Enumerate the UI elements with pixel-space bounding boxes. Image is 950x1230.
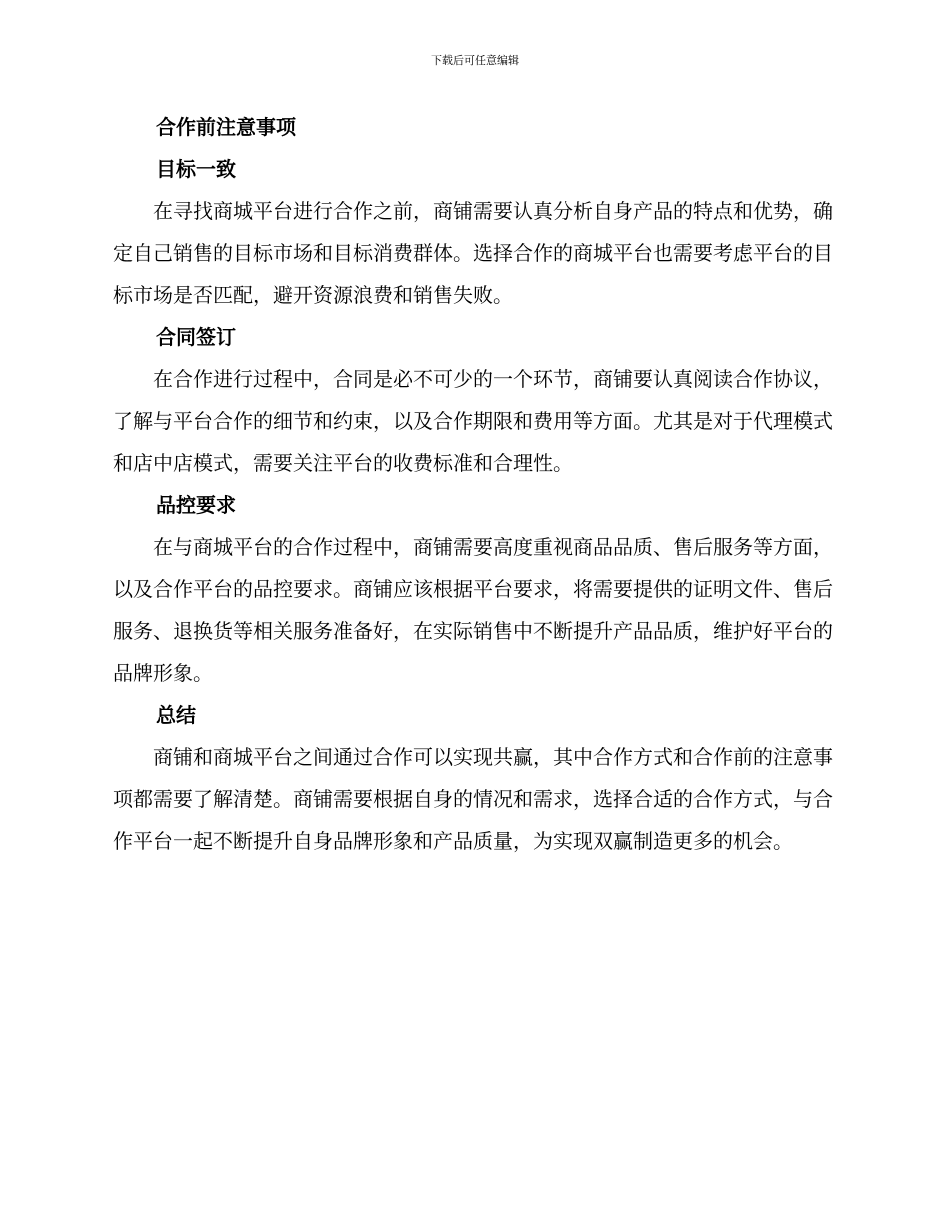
section-heading-summary: 总结 <box>156 703 196 727</box>
header-note: 下载后可任意编辑 <box>431 54 519 67</box>
section-heading-goal-alignment: 目标一致 <box>156 157 236 181</box>
section-paragraph-quality-control: 在与商城平台的合作过程中，商铺需要高度重视商品品质、售后服务等方面，以及合作平台的品控要求。商铺应该根据平台要求，将需要提供的证明文件、售后服务、退换货等相关服务准备好，在实际销售中不断提升产品品质，维护好平台的品牌形象。 <box>113 535 833 685</box>
section-paragraph-contract-signing: 在合作进行过程中，合同是必不可少的一个环节，商铺要认真阅读合作协议，了解与平台合作的细节和约束，以及合作期限和费用等方面。尤其是对于代理模式和店中店模式，需要关注平台的收费标准和合理性。 <box>113 367 833 475</box>
section-heading-quality-control: 品控要求 <box>156 493 236 517</box>
document-body <box>113 106 833 862</box>
document-title: 合作前注意事项 <box>156 115 296 139</box>
section-paragraph-summary: 商铺和商城平台之间通过合作可以实现共赢，其中合作方式和合作前的注意事项都需要了解清楚。商铺需要根据自身的情况和需求，选择合适的合作方式，与合作平台一起不断提升自身品牌形象和产品质量，为实现双赢制造更多的机会。 <box>113 745 833 853</box>
section-heading-contract-signing: 合同签订 <box>156 325 236 349</box>
section-paragraph-goal-alignment: 在寻找商城平台进行合作之前，商铺需要认真分析自身产品的特点和优势，确定自己销售的目标市场和目标消费群体。选择合作的商城平台也需要考虑平台的目标市场是否匹配，避开资源浪费和销售失败。 <box>113 199 833 307</box>
